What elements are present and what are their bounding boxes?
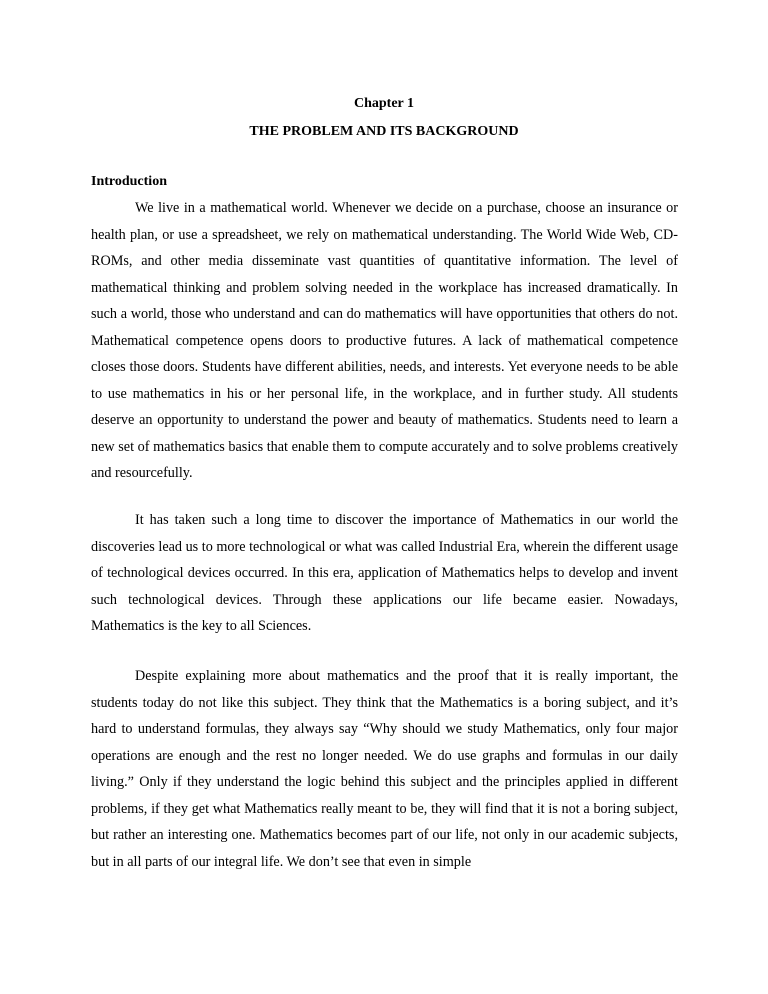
paragraph-text: Despite explaining more about mathematics and the proof that it is really important, the students today do not like this subject. They think that the Mathematics is a boring subject, and it’s hard to understand formulas, they always say “Why should we study Mathematics, only four major operations are enough and the rest no longer needed. We do use graphs and formulas in our daily living.” Only if they understand the logic behind this subject and the principles applied in different problems, if they get what Mathematics really meant to be, they will find that it is not a boring subject, but rather an interesting one. Mathematics becomes part of our life, not only in our academic subjects, but in all parts of our integral life. We don’t see that even in simple	[91, 668, 678, 870]
paragraph	[91, 663, 678, 875]
chapter-title: THE PROBLEM AND ITS BACKGROUND	[249, 124, 519, 139]
paragraph-text: We live in a mathematical world. Whenever we decide on a purchase, choose an insurance or health plan, or use a spreadsheet, we rely on mathematical understanding. The World Wide Web, CD-ROMs, and other media disseminate vast quantities of quantitative information. The level of mathematical thinking and problem solving needed in the workplace has increased dramatically. In such a world, those who understand and can do mathematics will have opportunities that others do not. Mathematical competence opens doors to productive futures. A lack of mathematical competence closes those doors. Students have different abilities, needs, and interests. Yet everyone needs to be able to use mathematics in his or her personal life, in the workplace, and in further study. All students deserve an opportunity to understand the power and beauty of mathematics. Students need to learn a new set of mathematics basics that enable them to compute accurately and to solve problems creatively and resourcefully.	[91, 200, 678, 481]
paragraph	[91, 507, 678, 640]
paragraph-text: It has taken such a long time to discover the importance of Mathematics in our world the discoveries lead us to more technological or what was called Industrial Era, wherein the different usage of technological devices occurred. In this era, application of Mathematics helps to develop and invent such technological devices. Through these applications our life became easier. Nowadays, Mathematics is the key to all Sciences.	[91, 512, 678, 634]
paragraph	[91, 195, 678, 487]
chapter-number: Chapter 1	[353, 96, 415, 111]
section-heading: Introduction	[91, 174, 167, 189]
